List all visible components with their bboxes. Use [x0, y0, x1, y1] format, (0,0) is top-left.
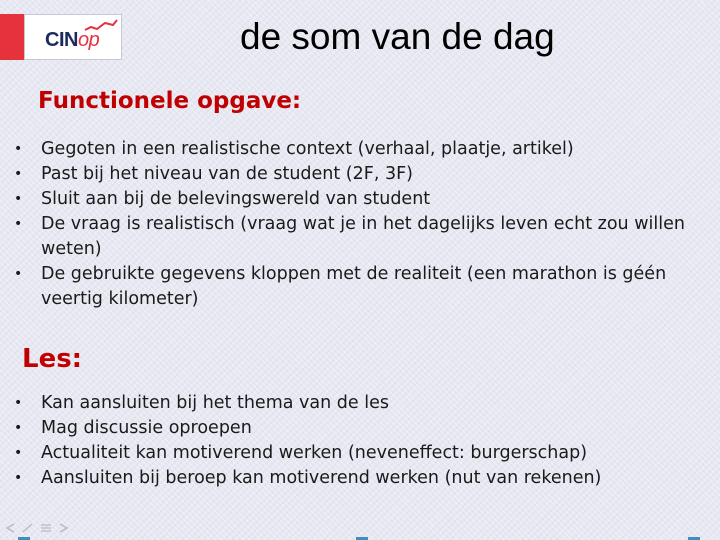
slide-nav-controls	[4, 518, 70, 528]
list-item-text: De vraag is realistisch (vraag wat je in het dagelijks leven echt zou willen weten)	[41, 214, 685, 259]
bullet-icon: •	[14, 470, 23, 486]
bullet-list-les	[0, 391, 706, 491]
list-item-text: Aansluiten bij beroep kan motiverend werken (nut van rekenen)	[41, 468, 602, 488]
logo-panel	[24, 14, 122, 60]
list-item	[0, 137, 706, 162]
list-item	[0, 212, 706, 262]
bullet-icon: •	[14, 445, 23, 461]
list-item-text: Actualiteit kan motiverend werken (neveneffect: burgerschap)	[41, 443, 588, 463]
section-heading-functionele-opgave: Functionele opgave:	[38, 88, 302, 114]
nav-pen-icon[interactable]	[22, 518, 34, 528]
cinop-logo	[0, 14, 122, 60]
list-item-text: Kan aansluiten bij het thema van de les	[41, 393, 389, 413]
nav-prev-icon[interactable]	[4, 518, 16, 528]
bullet-icon: •	[14, 216, 23, 232]
bullet-icon: •	[14, 141, 23, 157]
list-item	[0, 187, 706, 212]
list-item-text: Past bij het niveau van de student (2F, 3F)	[41, 164, 413, 184]
list-item	[0, 416, 706, 441]
logo-text-accent: op	[77, 29, 100, 51]
list-item-text: Gegoten in een realistische context (verhaal, plaatje, artikel)	[41, 139, 574, 159]
list-item	[0, 391, 706, 416]
bullet-icon: •	[14, 166, 23, 182]
footer-accent-marks	[0, 536, 720, 540]
bullet-icon: •	[14, 191, 23, 207]
list-item-text: Sluit aan bij de belevingswereld van student	[41, 189, 431, 209]
nav-menu-icon[interactable]	[40, 518, 52, 528]
nav-next-icon[interactable]	[58, 518, 70, 528]
slide-title: de som van de dag	[240, 16, 555, 57]
bullet-icon: •	[14, 420, 23, 436]
bullet-icon: •	[14, 395, 23, 411]
list-item	[0, 466, 706, 491]
list-item	[0, 262, 706, 312]
list-item-text: De gebruikte gegevens kloppen met de realiteit (een marathon is géén veertig kilometer)	[41, 264, 667, 309]
list-item-text: Mag discussie oproepen	[41, 418, 252, 438]
bullet-list-functionele-opgave	[0, 137, 706, 312]
section-heading-les: Les:	[22, 344, 83, 374]
bullet-icon: •	[14, 266, 23, 282]
logo-text-main: CIN	[45, 29, 78, 51]
logo-red-bar	[0, 14, 24, 60]
logo-text	[45, 29, 99, 52]
list-item	[0, 441, 706, 466]
list-item	[0, 162, 706, 187]
